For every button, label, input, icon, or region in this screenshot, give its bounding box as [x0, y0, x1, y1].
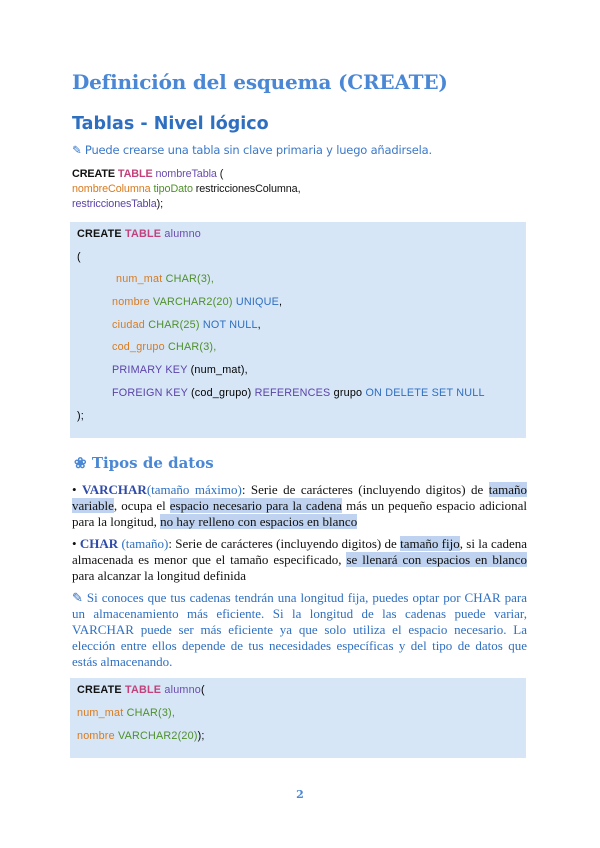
code-line: ); — [77, 410, 84, 422]
tip-text-1: Puede crearse una tabla sin clave primaria y luego añadirsela. — [84, 143, 432, 157]
code-line: nombre VARCHAR2(20)); — [77, 730, 205, 742]
tip-note-1 — [72, 143, 528, 157]
code-line: ( — [77, 251, 81, 263]
pencil-icon: ✎ — [72, 143, 82, 157]
code-block-create-alumno-2 — [70, 678, 526, 758]
code-line: CREATE TABLE alumno — [77, 228, 202, 240]
syntax-line-2: nombreColumna tipoDato restriccionesColumna, — [72, 183, 301, 195]
code-line: nombre VARCHAR2(20) UNIQUE, — [112, 296, 283, 308]
code-line: num_mat CHAR(3), — [77, 707, 176, 719]
pencil-icon: ✎ — [72, 590, 83, 605]
code-line: FOREIGN KEY (cod_grupo) REFERENCES grupo ON DELETE SET NULL — [112, 387, 485, 399]
code-line: PRIMARY KEY (num_mat), — [112, 364, 248, 376]
code-line: ciudad CHAR(25) NOT NULL, — [112, 319, 261, 331]
page-title: Definición del esquema (CREATE) — [72, 70, 448, 94]
syntax-line-3: restriccionesTabla); — [72, 198, 164, 210]
section-heading-tipos: ❀ Tipos de datos — [74, 454, 214, 472]
section-subtitle: Tablas - Nivel lógico — [72, 114, 269, 134]
char-paragraph: • CHAR (tamaño): Serie de carácteres (incluyendo digitos) de tamaño fijo, si la cadena almacenada es menor que el tamaño especificado, se llenará con espacios en blanco para alcanzar la longitud definida — [72, 536, 528, 583]
code-line: cod_grupo CHAR(3), — [112, 341, 217, 353]
code-line: CREATE TABLE alumno( — [77, 684, 205, 696]
flower-icon: ❀ — [74, 454, 87, 472]
page-number: 2 — [296, 788, 304, 801]
syntax-line-1: CREATE TABLE nombreTabla ( — [72, 168, 224, 180]
varchar-paragraph: • VARCHAR(tamaño máximo): Serie de carácteres (incluyendo digitos) de tamaño variable, ocupa el espacio necesario para la cadena más un pequeño espacio adicional para la longitud, no hay relleno con espacios en blanco — [72, 482, 528, 529]
tip-note-2: ✎ Si conoces que tus cadenas tendrán una longitud fija, puedes optar por CHAR para un almacenamiento más eficiente. Si la longitud de las cadenas puede variar, VARCHAR puede ser más eficiente ya que solo utiliza el espacio necesario. La elección entre ellos depende de tus necesidades específicas y del tipo de datos que estás almacenando. — [72, 590, 528, 669]
code-block-create-alumno — [70, 222, 526, 438]
code-line: num_mat CHAR(3), — [116, 273, 215, 285]
